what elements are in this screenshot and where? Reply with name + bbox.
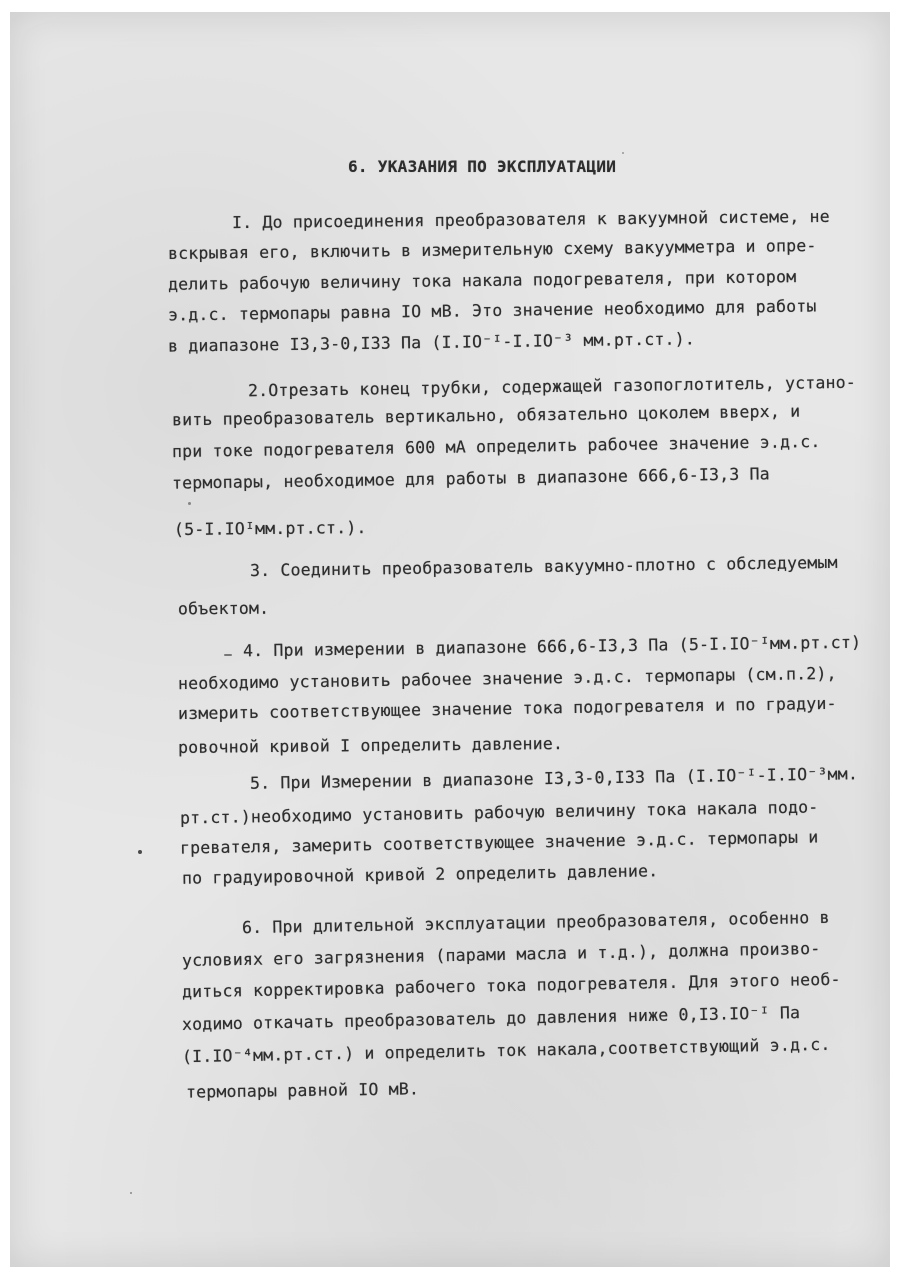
paragraph-4-line-3: измерить соответствующее значение тока подогревателя и по градуи- [177, 693, 837, 724]
paragraph-5-line-3: гревателя, замерить соответствующее значение э.д.с. термопары и [179, 827, 819, 858]
paragraph-1-line-1: I. До присоединения преобразователя к вакуумной системе, не [231, 206, 830, 233]
paragraph-1-line-5: в диапазоне I3,3-0,I33 Па (I.IO⁻ᴵ-I.IO⁻³ мм.рт.ст.). [167, 329, 696, 356]
paragraph-2-line-2: вить преобразователь вертикально, обязательно цоколем вверх, и [171, 401, 801, 430]
paragraph-6-line-3: диться корректировка рабочего тока подогревателя. Для этого необ- [181, 969, 841, 1002]
paragraph-4-line-4: ровочной кривой I определить давление. [177, 733, 564, 758]
paragraph-6-line-5: (I.IO⁻⁴мм.рт.ст.) и определить ток накала,соответствующий э.д.с. [181, 1034, 831, 1067]
paragraph-2-line-3: при токе подогревателя 600 мА определить рабочее значение э.д.с. [171, 431, 821, 462]
paragraph-6-line-4: ходимо откачать преобразователь до давления ниже 0,I3.IO⁻ᴵ Па [181, 1003, 801, 1034]
paragraph-4-line-1: 4. При измерении в диапазоне 666,6-I3,3 Па (5-I.IO⁻ᴵмм.рт.ст) [242, 632, 862, 661]
paragraph-5-line-4: по градуировочной кривой 2 определить давление. [181, 861, 659, 888]
paragraph-2-line-5: (5-I.IOᴵмм.рт.ст.). [173, 517, 367, 540]
paragraph-3-line-2: объектом. [177, 598, 270, 619]
scanned-page [10, 12, 890, 1267]
paragraph-5-line-2: рт.ст.)необходимо установить рабочую величину тока накала подо- [179, 797, 819, 828]
paragraph-2-line-1: 2.Отрезать конец трубки, содержащей газопоглотитель, устано- [247, 372, 857, 401]
paragraph-3-line-1: 3. Соединить преобразователь вакуумно-плотно с обследуемым [249, 552, 838, 581]
paragraph-2-line-4: термопары, необходимое для работы в диапазоне 666,6-I3,3 Па [171, 464, 771, 493]
scan-speck [188, 502, 191, 505]
paragraph-5-line-1: 5. При Измерении в диапазоне I3,3-0,I33 Па (I.IO⁻ᴵ-I.IO⁻³мм. [249, 764, 859, 793]
paragraph-4-line-2: необходимо установить рабочее значение э.д.с. термопары (см.п.2), [177, 663, 837, 694]
section-title: 6. УКАЗАНИЯ ПО ЭКСПЛУАТАЦИИ [348, 157, 617, 176]
paragraph-1-line-2: вскрывая его, включить в измерительную схему вакуумметра и опре- [167, 236, 817, 263]
paragraph-1-line-4: э.д.с. термопары равна IO мВ. Это значение необходимо для работы [167, 296, 817, 325]
scan-speck [622, 152, 624, 154]
scan-speck [224, 654, 232, 656]
paragraph-1-line-3: делить рабочую величину тока накала подогревателя, при котором [167, 267, 797, 294]
scan-speck [138, 850, 142, 854]
paragraph-6-line-2: условиях его загрязнения (парами масла и т.д.), должна произво- [181, 938, 821, 971]
scan-speck [130, 1192, 132, 1194]
paragraph-6-line-6: термопары равной IO мВ. [185, 1079, 420, 1102]
paragraph-6-line-1: 6. При длительной эксплуатации преобразователя, особенно в [241, 907, 830, 938]
